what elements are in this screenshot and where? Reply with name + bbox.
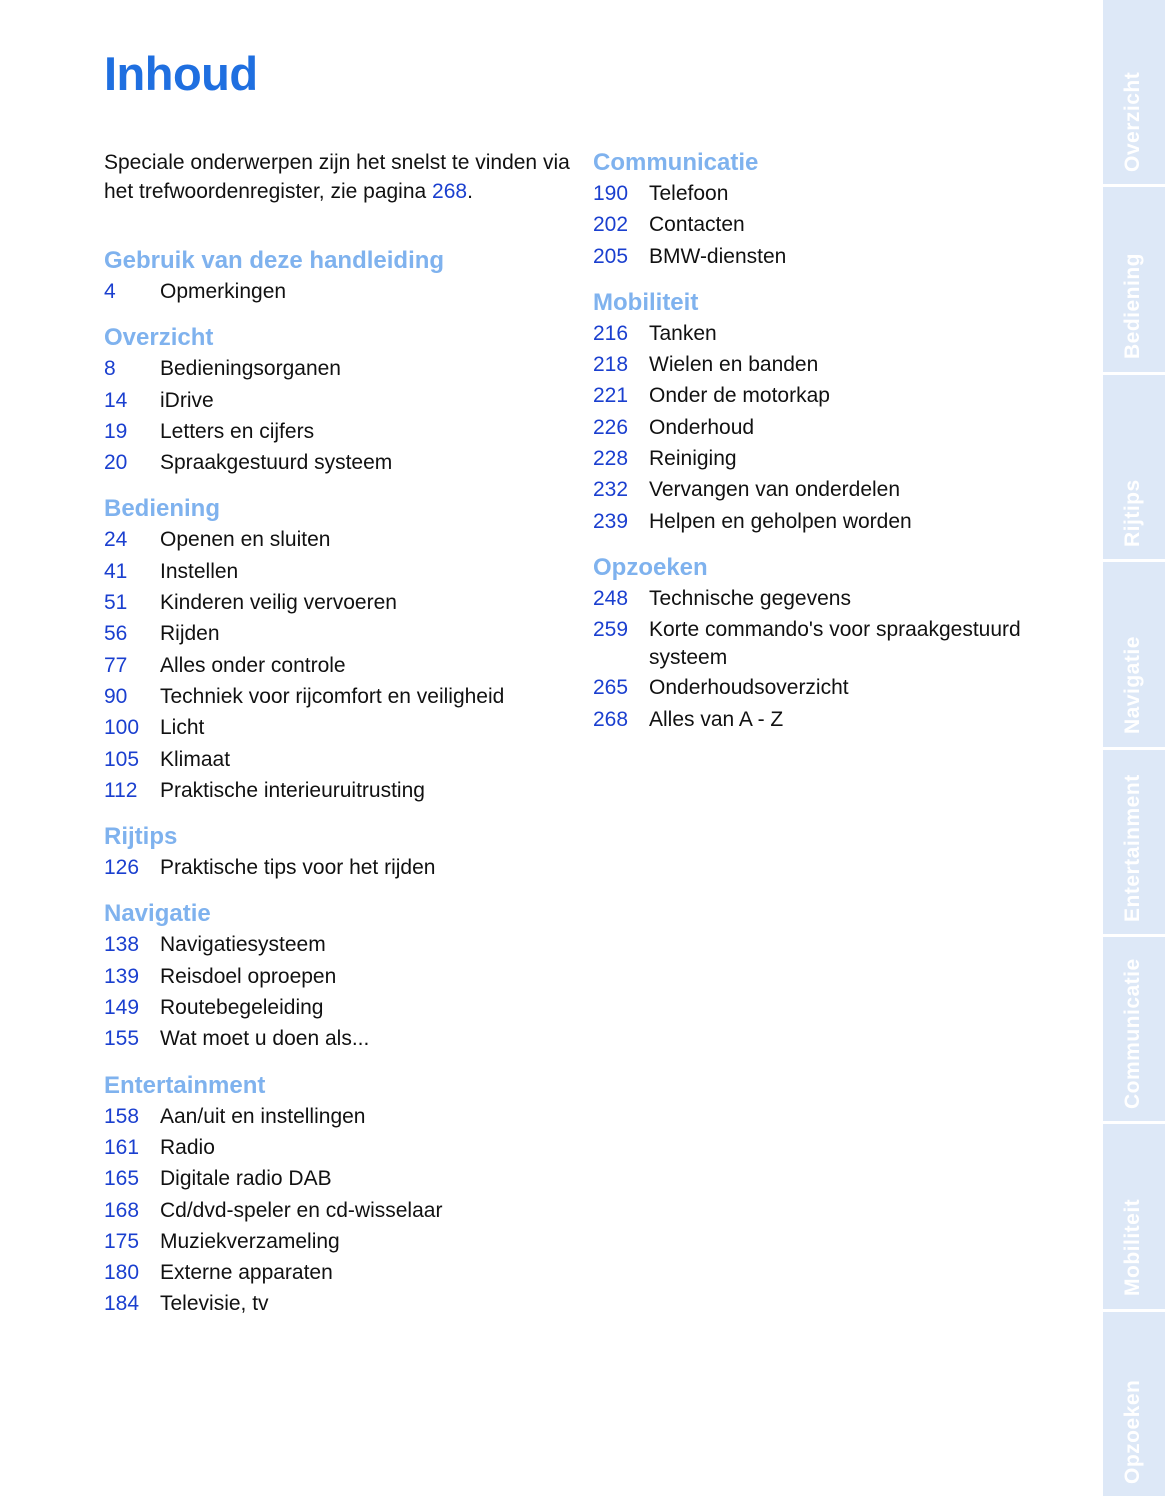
page-number-link[interactable]: 226: [593, 415, 629, 439]
section-heading[interactable]: Navigatie: [104, 900, 211, 928]
page-number-link[interactable]: 184: [104, 1292, 140, 1316]
section-heading[interactable]: Bediening: [104, 495, 221, 523]
toc-entry[interactable]: [593, 506, 1063, 537]
toc-entry[interactable]: [104, 681, 574, 712]
entry-title: BMW-diensten: [649, 244, 787, 268]
chapter-tab-sidebar: [1103, 0, 1165, 1496]
side-tab-label: Bediening: [1121, 253, 1144, 360]
toc-entry[interactable]: [104, 929, 574, 960]
toc-entry[interactable]: [593, 672, 1063, 703]
side-tab-rijtips[interactable]: [1103, 375, 1165, 562]
entry-title: Aan/uit en instellingen: [160, 1104, 366, 1128]
page-number-link[interactable]: 56: [104, 622, 128, 646]
entry-title: Licht: [160, 716, 205, 740]
toc-entry[interactable]: [104, 385, 574, 416]
entry-title: Contacten: [649, 213, 745, 237]
page-number-link[interactable]: 155: [104, 1027, 140, 1051]
toc-entry[interactable]: [104, 276, 574, 307]
entry-title: Routebegeleiding: [160, 996, 324, 1020]
section-heading[interactable]: Overzicht: [104, 324, 214, 352]
page-number-link[interactable]: 90: [104, 684, 128, 708]
page-number-link[interactable]: 165: [104, 1167, 140, 1191]
page-number-link[interactable]: 24: [104, 528, 128, 552]
toc-section-rijtips: [104, 822, 574, 883]
page-number-link[interactable]: 20: [104, 451, 128, 475]
toc-entry[interactable]: [104, 587, 574, 618]
toc-entry[interactable]: [104, 1023, 574, 1054]
toc-entry[interactable]: [104, 1288, 574, 1319]
side-tab-opzoeken[interactable]: [1103, 1312, 1165, 1496]
entry-title: Opmerkingen: [160, 280, 287, 303]
toc-entry[interactable]: [104, 1132, 574, 1163]
toc-entry[interactable]: [104, 852, 574, 883]
toc-entry[interactable]: [104, 618, 574, 649]
page-number-link[interactable]: 158: [104, 1104, 140, 1128]
page-number-link[interactable]: 221: [593, 384, 629, 408]
entry-title: Instellen: [160, 559, 239, 583]
toc-entry[interactable]: [104, 992, 574, 1023]
toc-entry[interactable]: [593, 443, 1063, 474]
toc-entry[interactable]: [104, 524, 574, 555]
entry-title: Bedieningsorganen: [160, 357, 341, 381]
section-heading[interactable]: Mobiliteit: [593, 288, 699, 316]
page-number-link[interactable]: 4: [104, 280, 116, 303]
intro-suffix: .: [467, 180, 473, 203]
side-tab-communicatie[interactable]: [1103, 937, 1165, 1124]
side-tab-mobiliteit[interactable]: [1103, 1124, 1165, 1311]
entry-title: Spraakgestuurd systeem: [160, 451, 393, 475]
page-number-link[interactable]: 168: [104, 1198, 140, 1222]
side-tab-overzicht[interactable]: [1103, 0, 1165, 187]
page-number-link[interactable]: 232: [593, 478, 629, 502]
toc-entry[interactable]: [593, 474, 1063, 505]
page-number-link[interactable]: 202: [593, 213, 629, 237]
toc-entry[interactable]: [104, 775, 574, 806]
toc-entry[interactable]: [104, 744, 574, 775]
toc-entry[interactable]: [104, 556, 574, 587]
page-title: Inhoud: [104, 47, 258, 100]
page-number-link[interactable]: 139: [104, 964, 140, 988]
page-number-link[interactable]: 51: [104, 591, 128, 615]
entry-title: Digitale radio DAB: [160, 1167, 332, 1191]
toc-section-entertainment: [104, 1071, 574, 1320]
side-tab-label: Rijtips: [1121, 479, 1144, 547]
entry-title: Praktische tips voor het rijden: [160, 856, 436, 880]
index-page-link[interactable]: 268: [432, 180, 468, 203]
toc-entry[interactable]: [104, 447, 574, 478]
toc-entry[interactable]: [104, 1257, 574, 1288]
toc-left-column: [104, 148, 574, 1336]
toc-entry[interactable]: [593, 318, 1063, 349]
entry-title: Reisdoel oproepen: [160, 964, 337, 988]
entry-title: Radio: [160, 1135, 215, 1159]
left-sections: [104, 246, 574, 1320]
entry-title: Onderhoudsoverzicht: [649, 676, 849, 700]
side-tab-label: Mobiliteit: [1121, 1199, 1144, 1297]
toc-entry[interactable]: [593, 241, 1063, 272]
entry-title: Reiniging: [649, 447, 737, 471]
entry-title: Wat moet u doen als...: [160, 1027, 370, 1051]
page-number-link[interactable]: 14: [104, 388, 128, 412]
entry-title: Televisie, tv: [160, 1292, 269, 1316]
section-heading[interactable]: Opzoeken: [593, 553, 708, 581]
toc-section-gebruik-van-deze-handleiding: [104, 246, 574, 307]
page-number-link[interactable]: 8: [104, 357, 116, 381]
toc-entry[interactable]: [593, 209, 1063, 240]
toc-entry[interactable]: [104, 650, 574, 681]
page-number-link[interactable]: 112: [104, 778, 138, 802]
toc-entry[interactable]: [593, 178, 1063, 209]
page-number-link[interactable]: 216: [593, 321, 629, 345]
toc-entry[interactable]: [104, 416, 574, 447]
page-number-link[interactable]: 218: [593, 353, 629, 377]
page-number-link[interactable]: 138: [104, 933, 140, 957]
page-number-link[interactable]: 175: [104, 1229, 140, 1253]
entry-title: Helpen en geholpen worden: [649, 509, 912, 533]
side-tab-label: Opzoeken: [1121, 1379, 1144, 1484]
entry-title: Wielen en banden: [649, 353, 819, 377]
side-tab-label: Entertainment: [1121, 773, 1144, 922]
toc-entry[interactable]: [104, 961, 574, 992]
entry-title: Alles van A - Z: [649, 707, 784, 731]
entry-title: Openen en sluiten: [160, 528, 331, 552]
entry-title: Technische gegevens: [649, 586, 851, 610]
entry-title: Praktische interieuruitrusting: [160, 778, 425, 802]
page-number-link[interactable]: 239: [593, 509, 629, 533]
entry-title: Kinderen veilig vervoeren: [160, 591, 397, 615]
page-number-link[interactable]: 248: [593, 586, 629, 610]
page-number-link[interactable]: 126: [104, 856, 140, 880]
entry-title: Externe apparaten: [160, 1261, 333, 1285]
page-number-link[interactable]: 205: [593, 244, 629, 268]
section-heading[interactable]: Communicatie: [593, 149, 759, 176]
toc-entry[interactable]: [593, 583, 1063, 614]
side-tab-label: Overzicht: [1121, 71, 1144, 172]
side-tab-label: Communicatie: [1121, 958, 1144, 1109]
entry-title: Tanken: [649, 321, 717, 345]
entry-title: Klimaat: [160, 747, 231, 771]
toc-entry[interactable]: [593, 704, 1063, 735]
entry-title: iDrive: [160, 388, 214, 412]
entry-title: Navigatiesysteem: [160, 933, 326, 957]
toc-entry[interactable]: [104, 1101, 574, 1132]
page-number-link[interactable]: 100: [104, 716, 140, 740]
side-tab-label: Navigatie: [1121, 636, 1144, 735]
side-tab-entertainment[interactable]: [1103, 750, 1165, 937]
toc-entry[interactable]: [593, 349, 1063, 380]
toc-entry[interactable]: [104, 712, 574, 743]
intro-text: Speciale onderwerpen zijn het snelst te vinden via het trefwoordenregister, zie pagina: [104, 151, 570, 203]
toc-entry[interactable]: [104, 353, 574, 384]
toc-entry[interactable]: [104, 1195, 574, 1226]
toc-section-opzoeken: [593, 553, 1063, 735]
page-number-link[interactable]: 268: [593, 707, 629, 731]
toc-entry[interactable]: [593, 380, 1063, 411]
section-heading[interactable]: Entertainment: [104, 1071, 266, 1099]
page-number-link[interactable]: 180: [104, 1261, 140, 1285]
entry-title: Techniek voor rijcomfort en veiligheid: [160, 684, 505, 708]
toc-section-bediening: [104, 494, 574, 806]
entry-title: Onderhoud: [649, 415, 755, 439]
page-number-link[interactable]: 265: [593, 676, 629, 700]
section-heading[interactable]: Gebruik van deze handleiding: [104, 247, 445, 274]
page-number-link[interactable]: 77: [104, 653, 128, 677]
toc-section-navigatie: [104, 899, 574, 1054]
entry-title: Cd/dvd-speler en cd-wisselaar: [160, 1198, 443, 1222]
intro-paragraph: [104, 148, 574, 206]
side-tab-navigatie[interactable]: [1103, 562, 1165, 749]
entry-title: Vervangen van onderdelen: [649, 478, 901, 502]
entry-title: Rijden: [160, 622, 220, 646]
entry-title: Telefoon: [649, 182, 729, 205]
entry-title: Korte commando's voor spraakgestuurd systeem: [649, 618, 1021, 670]
entry-title: Muziekverzameling: [160, 1229, 340, 1253]
page-number-link[interactable]: 161: [104, 1135, 140, 1159]
page-number-link[interactable]: 190: [593, 182, 629, 205]
section-heading[interactable]: Rijtips: [104, 823, 178, 851]
toc-section-communicatie: [593, 148, 1063, 272]
page-number-link[interactable]: 41: [104, 559, 128, 583]
toc-right-column: [593, 148, 1063, 751]
page-number-link[interactable]: 149: [104, 996, 140, 1020]
entry-title: Onder de motorkap: [649, 384, 830, 408]
toc-entry[interactable]: [104, 1226, 574, 1257]
toc-entry[interactable]: [593, 614, 1063, 672]
toc-section-overzicht: [104, 323, 574, 478]
page-number-link[interactable]: 259: [593, 618, 629, 642]
page-number-link[interactable]: 228: [593, 447, 629, 471]
entry-title: Alles onder controle: [160, 653, 346, 677]
right-sections: [593, 148, 1063, 735]
page-number-link[interactable]: 105: [104, 747, 140, 771]
page-number-link[interactable]: 19: [104, 419, 128, 443]
toc-section-mobiliteit: [593, 288, 1063, 537]
toc-entry[interactable]: [104, 1163, 574, 1194]
side-tab-bediening[interactable]: [1103, 187, 1165, 374]
entry-title: Letters en cijfers: [160, 419, 315, 443]
toc-entry[interactable]: [593, 412, 1063, 443]
